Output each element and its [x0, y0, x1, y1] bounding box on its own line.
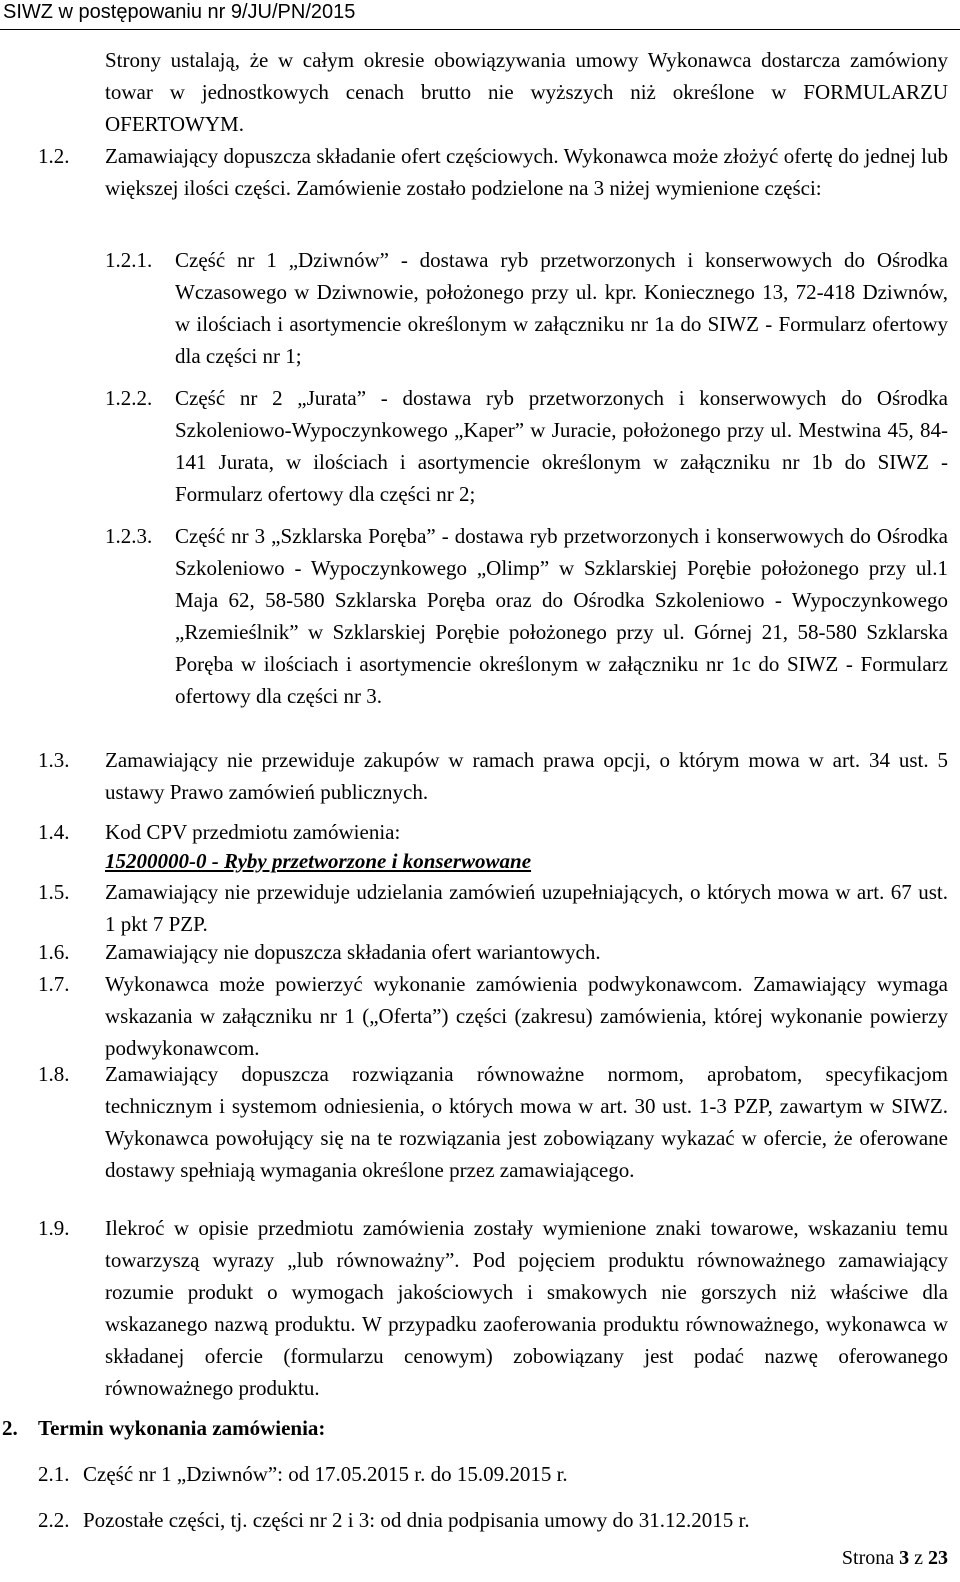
footer-label: Strona	[841, 1547, 895, 1569]
item-number: 2.1.	[38, 1462, 70, 1486]
subitem-number: 1.2.3.	[105, 524, 153, 548]
page-footer	[842, 1542, 948, 1574]
cpv-code: 15200000-0 - Ryby przetworzone i konserwowane	[105, 849, 532, 873]
item-text: Zamawiający nie przewiduje udzielania zamówień uzupełniających, o których mowa w art. 67 ust. 1 pkt 7 PZP.	[105, 880, 948, 936]
item-text: Kod CPV przedmiotu zamówienia:	[105, 820, 401, 844]
item-text: Ilekroć w opisie przedmiotu zamówienia zostały wymienione znaki towarowe, wskazaniu temu towarzyszą wyrazy „lub równoważny”. Pod pojęciem produktu równoważnego zamawiający rozumie produkt o wymogach jakościowych i smakowych nie gorszych niż właściwe dla wskazanego nazwą produktu. W przypadku zaoferowania produktu równoważnego, wykonawca w składanej ofercie (formularzu cenowym) zobowiązany jest podać nazwę oferowanego równoważnego produktu.	[105, 1216, 948, 1400]
item-number: 1.8.	[38, 1062, 70, 1086]
current-page-number: 3	[899, 1547, 910, 1569]
item-number: 2.2.	[38, 1508, 70, 1532]
item-text: Zamawiający nie przewiduje zakupów w ramach prawa opcji, o którym mowa w art. 34 ust. 5 ustawy Prawo zamówień publicznych.	[105, 748, 948, 804]
item-number: 1.7.	[38, 972, 70, 996]
subitem-number: 1.2.2.	[105, 386, 153, 410]
section-number: 2.	[2, 1416, 18, 1440]
subitem-text: Część nr 3 „Szklarska Poręba” - dostawa ryb przetworzonych i konserwowych do Ośrodka Szkoleniowo - Wypoczynkowego „Olimp” w Szklarskiej Porębie położonego przy ul.1 Maja 62, 58-580 Szklarska Poręba oraz do Ośrodka Szkoleniowo - Wypoczynkowego „Rzemieślnik” w Szklarskiej Porębie położonego przy ul. Górnej 21, 58-580 Szklarska Poręba w ilościach i asortymencie określonym w załączniku nr 1c do SIWZ - Formularz ofertowy dla części nr 3.	[175, 524, 948, 708]
item-text: Zamawiający dopuszcza składanie ofert częściowych. Wykonawca może złożyć ofertę do jednej lub większej ilości części. Zamówienie zostało podzielone na 3 niżej wymienione części:	[105, 144, 948, 200]
item-text: Część nr 1 „Dziwnów”: od 17.05.2015 r. do 15.09.2015 r.	[83, 1462, 568, 1486]
subitem-text: Część nr 2 „Jurata” - dostawa ryb przetworzonych i konserwowych do Ośrodka Szkoleniowo-Wypoczynkowego „Kaper” w Juracie, położonego przy ul. Mestwina 45, 84-141 Jurata, w ilościach i asortymencie określonym w załączniku nr 1b do SIWZ - Formularz ofertowy dla części nr 2;	[175, 386, 948, 506]
document-title: SIWZ w postępowaniu nr 9/JU/PN/2015	[3, 1, 356, 23]
item-text: Pozostałe części, tj. części nr 2 i 3: od dnia podpisania umowy do 31.12.2015 r.	[83, 1508, 750, 1532]
item-number: 1.4.	[38, 820, 70, 844]
section-title: Termin wykonania zamówienia:	[38, 1416, 326, 1440]
item-number: 1.5.	[38, 880, 70, 904]
item-number: 1.3.	[38, 748, 70, 772]
item-number: 1.6.	[38, 940, 70, 964]
item-text: Wykonawca może powierzyć wykonanie zamówienia podwykonawcom. Zamawiający wymaga wskazania w załączniku nr 1 („Oferta”) części (zakresu) zamówienia, której wykonanie powierzy podwykonawcom.	[105, 972, 948, 1060]
page-header	[0, 0, 960, 30]
footer-of: z	[914, 1547, 923, 1569]
item-text: Zamawiający dopuszcza rozwiązania równoważne normom, aprobatom, specyfikacjom technicznym i systemom odniesienia, o których mowa w art. 30 ust. 1-3 PZP, zawartym w SIWZ. Wykonawca powołujący się na te rozwiązania jest zobowiązany wykazać w ofercie, że oferowane dostawy spełniają wymagania określone przez zamawiającego.	[105, 1062, 948, 1182]
intro-paragraph: Strony ustalają, że w całym okresie obowiązywania umowy Wykonawca dostarcza zamówiony towar w jednostkowych cenach brutto nie wyższych niż określone w FORMULARZU OFERTOWYM.	[105, 48, 948, 136]
item-text: Zamawiający nie dopuszcza składania ofert wariantowych.	[105, 940, 601, 964]
total-pages: 23	[928, 1547, 948, 1569]
subitem-number: 1.2.1.	[105, 248, 153, 272]
item-number: 1.2.	[38, 144, 70, 168]
subitem-text: Część nr 1 „Dziwnów” - dostawa ryb przetworzonych i konserwowych do Ośrodka Wczasowego w Dziwnowie, położonego przy ul. kpr. Koniecznego 13, 72-418 Dziwnów, w ilościach i asortymencie określonym w załączniku nr 1a do SIWZ - Formularz ofertowy dla części nr 1;	[175, 248, 948, 368]
item-number: 1.9.	[38, 1216, 70, 1240]
